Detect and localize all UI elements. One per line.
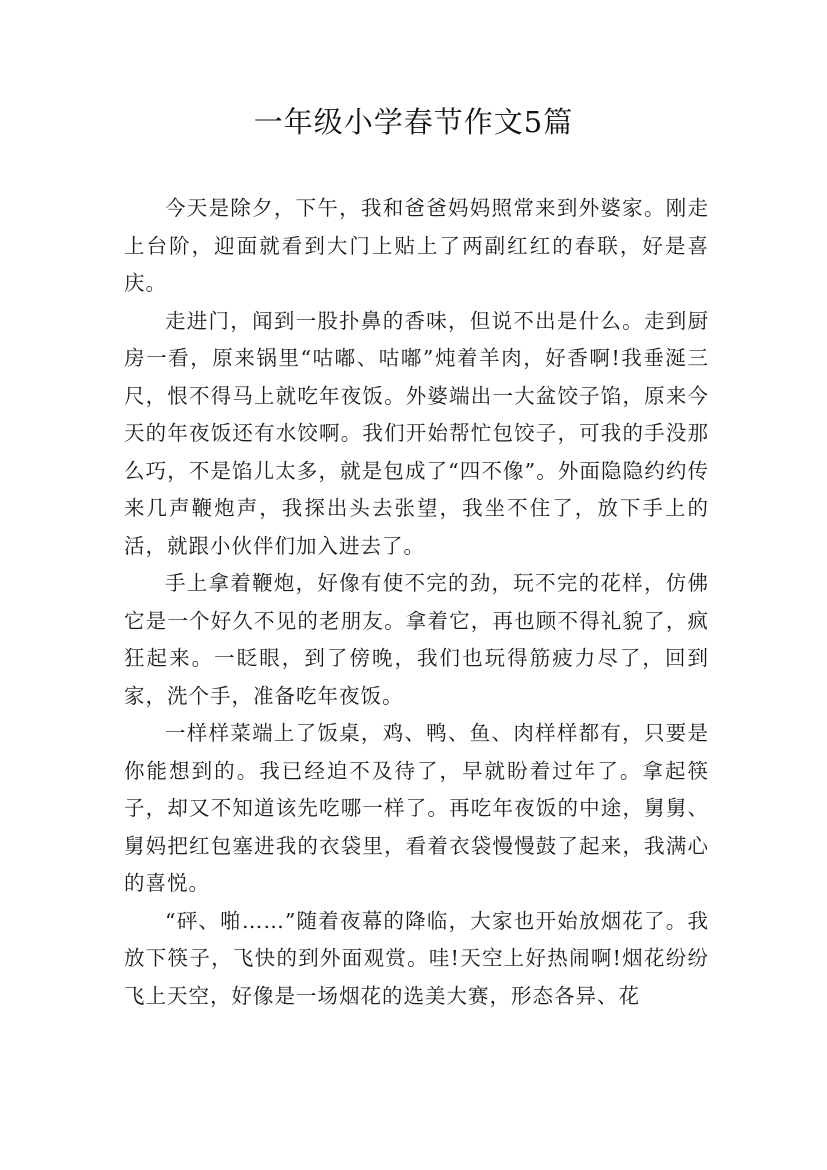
paragraph-3: 手上拿着鞭炮，好像有使不完的劲，玩不完的花样，仿佛它是一个好久不见的老朋友。拿着它，再也顾不得礼貌了，疯狂起来。一眨眼，到了傍晚，我们也玩得筋疲力尽了，回到家，洗个手，准备吃年夜饭。 [124, 571, 709, 708]
paragraph-2: 走进门，闻到一股扑鼻的香味，但说不出是什么。走到厨房一看，原来锅里“咕嘟、咕嘟”炖着羊肉，好香啊!我垂涎三尺，恨不得马上就吃年夜饭。外婆端出一大盆饺子馅，原来今天的年夜饭还有水饺啊。我们开始帮忙包饺子，可我的手没那么巧，不是馅儿太多，就是包成了“四不像”。外面隐隐约约传来几声鞭炮声，我探出头去张望，我坐不住了，放下手上的活，就跟小伙伴们加入进去了。 [124, 308, 709, 558]
paragraph-5: “砰、啪……”随着夜幕的降临，大家也开始放烟花了。我放下筷子，飞快的到外面观赏。哇!天空上好热闹啊!烟花纷纷飞上天空，好像是一场烟花的选美大赛，形态各异、花 [124, 908, 709, 1008]
document-body [124, 190, 709, 1015]
document-title: 一年级小学春节作文5篇 [253, 105, 574, 139]
paragraph-1: 今天是除夕，下午，我和爸爸妈妈照常来到外婆家。刚走上台阶，迎面就看到大门上贴上了两副红红的春联，好是喜庆。 [124, 196, 709, 295]
paragraph-4: 一样样菜端上了饭桌，鸡、鸭、鱼、肉样样都有，只要是你能想到的。我已经迫不及待了，早就盼着过年了。拿起筷子，却又不知道该先吃哪一样了。再吃年夜饭的中途，舅舅、舅妈把红包塞进我的衣袋里，看着衣袋慢慢鼓了起来，我满心的喜悦。 [124, 721, 709, 895]
